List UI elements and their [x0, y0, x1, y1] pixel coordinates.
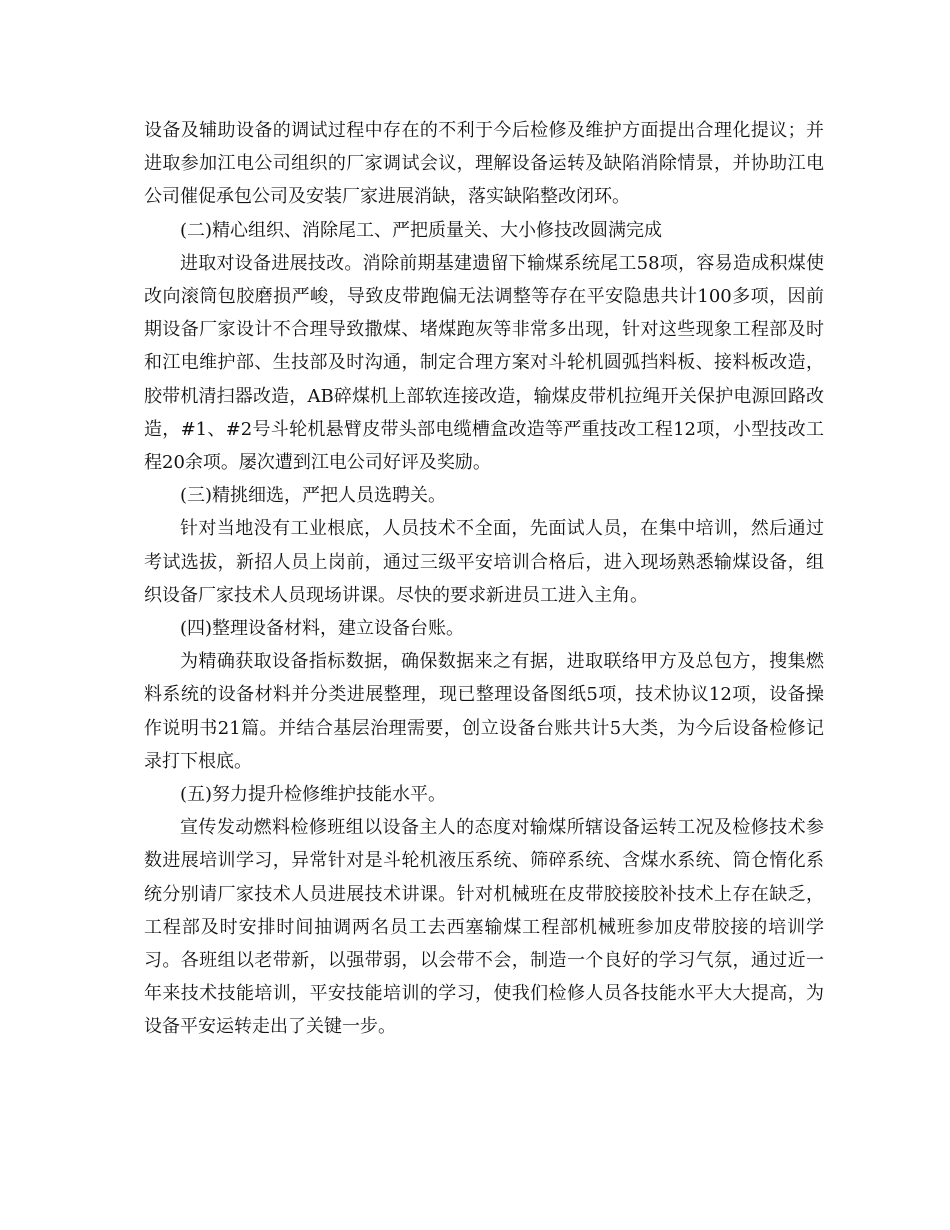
- section-heading-2: (二)精心组织、消除尾工、严把质量关、大小修技改圆满完成: [180, 219, 663, 241]
- section-heading-4: (四)整理设备材料，建立设备台账。: [180, 618, 465, 640]
- paragraph-section-5: 宣传发动燃料检修班组以设备主人的态度对输煤所辖设备运转工况及检修技术参数进展培训学习，异常针对是斗轮机液压系统、筛碎系统、含煤水系统、筒仓惰化系统分别请厂家技术人员进展技术讲课。针对机械班在皮带胶接胶补技术上存在缺乏，工程部及时安排时间抽调两名员工去西塞输煤工程部机械班参加皮带胶接的培训学习。各班组以老带新，以强带弱，以会带不会，制造一个良好的学习气氛，通过近一年来技术技能培训，平安技能培训的学习，使我们检修人员各技能水平大大提高，为设备平安运转走出了关键一步。: [144, 817, 824, 1038]
- paragraph-continuation: 设备及辅助设备的调试过程中存在的不利于今后检修及维护方面提出合理化提议；并进取参加江电公司组织的厂家调试会议，理解设备运转及缺陷消除情景，并协助江电公司催促承包公司及安装厂家进展消缺，落实缺陷整改闭环。: [144, 120, 824, 208]
- paragraph-section-2: 进取对设备进展技改。消除前期基建遗留下输煤系统尾工58项，容易造成积煤使改向滚筒包胶磨损严峻，导致皮带跑偏无法调整等存在平安隐患共计100多项，因前期设备厂家设计不合理导致撒煤、堵煤跑灰等非常多出现，针对这些现象工程部及时和江电维护部、生技部及时沟通，制定合理方案对斗轮机圆弧挡料板、接料板改造，胶带机清扫器改造，AB碎煤机上部软连接改造，输煤皮带机拉绳开关保护电源回路改造，#1、#2号斗轮机悬臂皮带头部电缆槽盒改造等严重技改工程12项，小型技改工程20余项。屡次遭到江电公司好评及奖励。: [144, 252, 824, 474]
- section-heading-3: (三)精挑细选，严把人员选聘关。: [180, 485, 447, 507]
- document-body: [144, 114, 824, 1044]
- paragraph-section-4: 为精确获取设备指标数据，确保数据来之有据，进取联络甲方及总包方，搜集燃料系统的设备材料并分类进展整理，现已整理设备图纸5项，技术协议12项，设备操作说明书21篇。并结合基层治理需要，创立设备台账共计5大类，为今后设备检修记录打下根底。: [144, 651, 824, 772]
- section-heading-5: (五)努力提升检修维护技能水平。: [180, 784, 447, 806]
- paragraph-section-3: 针对当地没有工业根底，人员技术不全面，先面试人员，在集中培训，然后通过考试选拔，新招人员上岗前，通过三级平安培训合格后，进入现场熟悉输煤设备，组织设备厂家技术人员现场讲课。尽快的要求新进员工进入主角。: [144, 518, 824, 606]
